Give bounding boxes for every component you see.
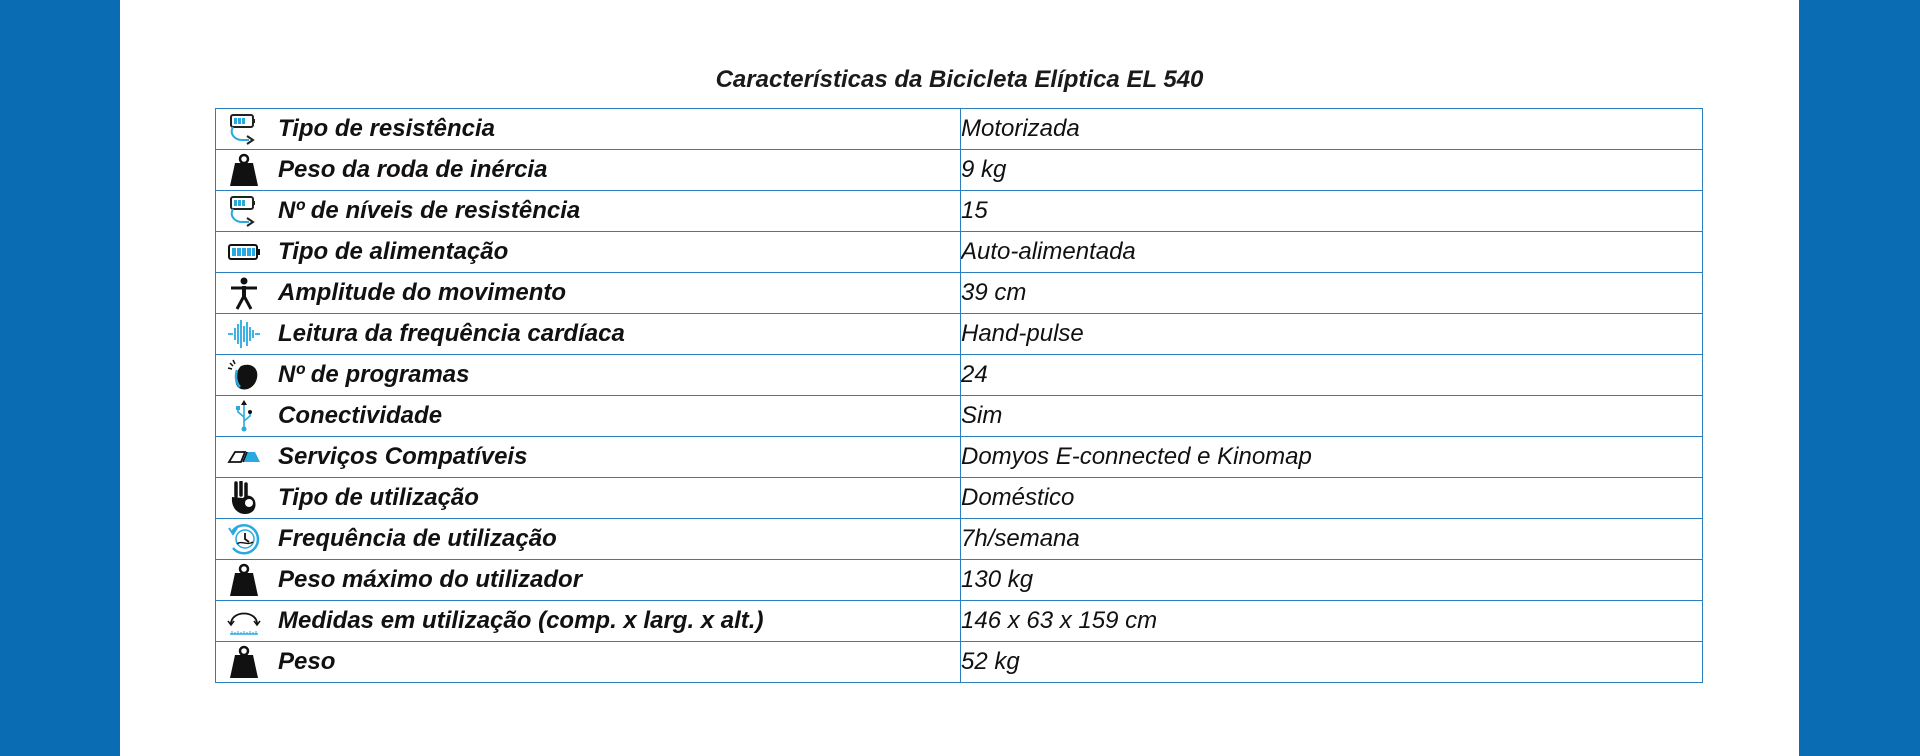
- spec-value: Hand-pulse: [961, 314, 1703, 355]
- spec-value: Auto-alimentada: [961, 232, 1703, 273]
- spec-label-cell: [216, 437, 961, 478]
- spec-label-wrapper: [216, 642, 960, 682]
- services-icon: [226, 439, 262, 475]
- spec-label-wrapper: [216, 478, 960, 518]
- battery-icon: [226, 234, 262, 270]
- spec-value: 39 cm: [961, 273, 1703, 314]
- spec-label: Peso máximo do utilizador: [278, 566, 583, 593]
- table-row: [216, 560, 1703, 601]
- spec-value: Doméstico: [961, 478, 1703, 519]
- spec-label-wrapper: [216, 560, 960, 600]
- spec-label: Frequência de utilização: [278, 525, 557, 552]
- spec-label: Tipo de resistência: [278, 115, 495, 142]
- heart-rate-icon: [226, 316, 262, 352]
- spec-label-cell: [216, 560, 961, 601]
- spec-label: Serviços Compatíveis: [278, 443, 528, 470]
- spec-label-wrapper: [216, 191, 960, 231]
- spec-label-cell: [216, 519, 961, 560]
- spec-label: Nº de programas: [278, 361, 470, 388]
- spec-value: 15: [961, 191, 1703, 232]
- usb-icon: [226, 398, 262, 434]
- weight-icon: [226, 562, 262, 598]
- spec-label-wrapper: [216, 355, 960, 395]
- spec-value: 146 x 63 x 159 cm: [961, 601, 1703, 642]
- spec-label: Tipo de utilização: [278, 484, 479, 511]
- table-row: [216, 478, 1703, 519]
- spec-label: Amplitude do movimento: [278, 279, 566, 306]
- spec-label-wrapper: [216, 314, 960, 354]
- spec-label-cell: [216, 150, 961, 191]
- spec-value: 52 kg: [961, 642, 1703, 683]
- spec-value: 7h/semana: [961, 519, 1703, 560]
- table-row: [216, 314, 1703, 355]
- spec-label-cell: [216, 273, 961, 314]
- spec-label: Conectividade: [278, 402, 443, 429]
- spec-value: Domyos E-connected e Kinomap: [961, 437, 1703, 478]
- person-icon: [226, 275, 262, 311]
- table-row: [216, 519, 1703, 560]
- spec-label-wrapper: [216, 396, 960, 436]
- spec-label: Tipo de alimentação: [278, 238, 509, 265]
- table-row: [216, 437, 1703, 478]
- table-row: [216, 355, 1703, 396]
- table-row: [216, 396, 1703, 437]
- spec-label-cell: [216, 109, 961, 150]
- spec-label: Peso: [278, 648, 336, 675]
- dimensions-icon: [226, 603, 262, 639]
- table-row: [216, 150, 1703, 191]
- weight-icon: [226, 644, 262, 680]
- weight-icon: [226, 152, 262, 188]
- spec-label-wrapper: [216, 232, 960, 272]
- spec-label: Peso da roda de inércia: [278, 156, 548, 183]
- spec-label: Leitura da frequência cardíaca: [278, 320, 625, 347]
- spec-value: 130 kg: [961, 560, 1703, 601]
- spec-value: 9 kg: [961, 150, 1703, 191]
- spec-label-cell: [216, 396, 961, 437]
- specifications-table: [215, 108, 1703, 683]
- table-row: [216, 232, 1703, 273]
- spec-label-wrapper: [216, 437, 960, 477]
- ok-hand-icon: [226, 480, 262, 516]
- spec-value: Motorizada: [961, 109, 1703, 150]
- spec-label-cell: [216, 232, 961, 273]
- spec-value: 24: [961, 355, 1703, 396]
- spec-value: Sim: [961, 396, 1703, 437]
- page-title: Características da Bicicleta Elíptica EL 540: [715, 66, 1204, 93]
- spec-label-wrapper: [216, 519, 960, 559]
- spec-label-cell: [216, 601, 961, 642]
- spec-label-cell: [216, 191, 961, 232]
- document-page: [120, 0, 1799, 756]
- table-row: [216, 109, 1703, 150]
- table-row: [216, 273, 1703, 314]
- spec-label-wrapper: [216, 150, 960, 190]
- spec-label-cell: [216, 314, 961, 355]
- spec-label-cell: [216, 355, 961, 396]
- spec-label: Nº de níveis de resistência: [278, 197, 581, 224]
- resistance-icon: [226, 111, 262, 147]
- specifications-table-body: [216, 109, 1703, 683]
- spec-label: Medidas em utilização (comp. x larg. x alt.): [278, 607, 764, 634]
- frequency-icon: [226, 521, 262, 557]
- spec-label-cell: [216, 478, 961, 519]
- resistance-icon: [226, 193, 262, 229]
- table-row: [216, 191, 1703, 232]
- spec-label-wrapper: [216, 601, 960, 641]
- spec-label-cell: [216, 642, 961, 683]
- spec-label-wrapper: [216, 273, 960, 313]
- spec-label-wrapper: [216, 109, 960, 149]
- table-row: [216, 601, 1703, 642]
- table-row: [216, 642, 1703, 683]
- programs-icon: [226, 357, 262, 393]
